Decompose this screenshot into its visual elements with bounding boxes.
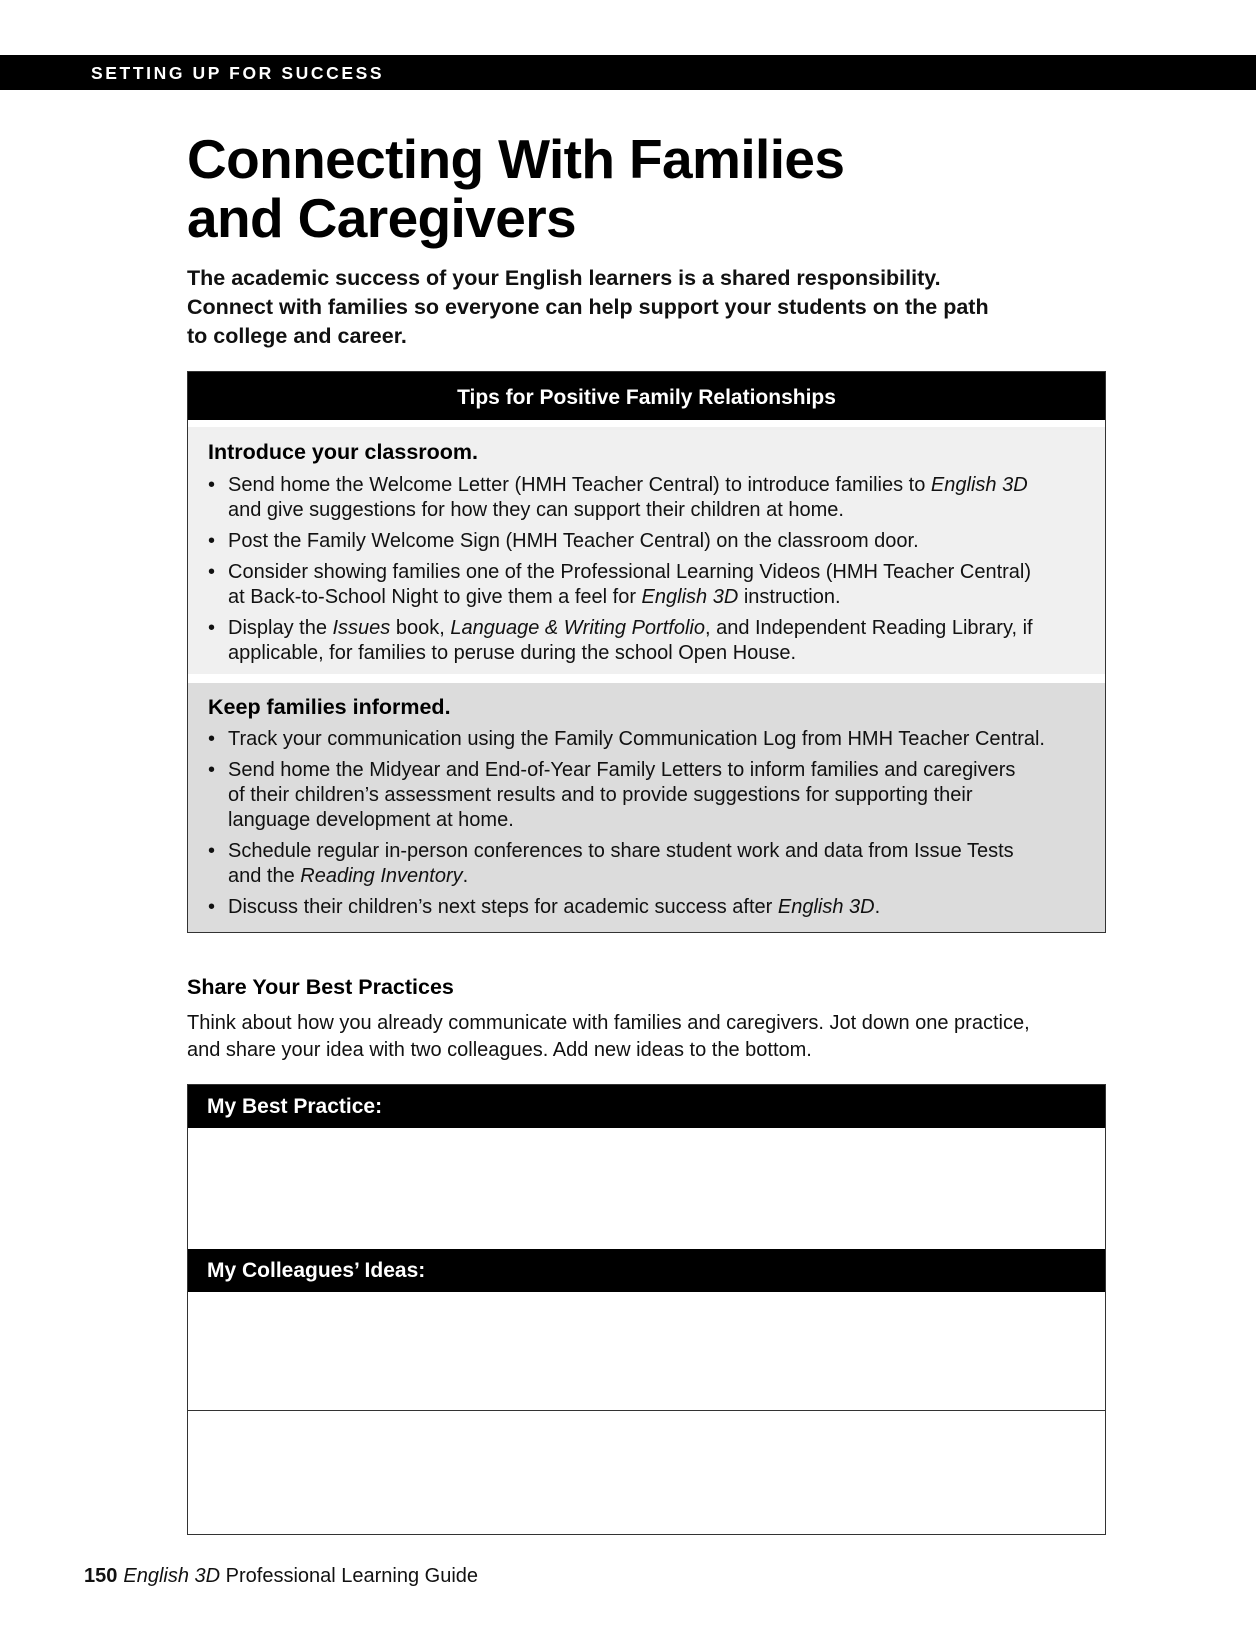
intro-line-1: The academic success of your English learners is a shared responsibility. xyxy=(187,266,941,290)
list-item: • Send home the Midyear and End-of-Year Family Letters to inform families and caregivers of their children’s assessment results and to provide suggestions for supporting their language development at home. xyxy=(208,758,1098,833)
share-line-1: Think about how you already communicate with families and caregivers. Jot down one practice, xyxy=(187,1012,1030,1034)
list-item: • Send home the Welcome Letter (HMH Teacher Central) to introduce families to English 3D and give suggestions for how they can support their children at home. xyxy=(208,473,1098,523)
section-header-bar xyxy=(0,55,1256,90)
best-practice-label: My Best Practice: xyxy=(188,1085,1105,1128)
practice-worksheet xyxy=(187,1084,1106,1535)
tips-box xyxy=(187,371,1106,933)
introduce-list xyxy=(208,473,1098,666)
share-paragraph xyxy=(187,1010,1087,1064)
tips-header: Tips for Positive Family Relationships xyxy=(188,372,1105,420)
share-heading: Share Your Best Practices xyxy=(187,975,454,999)
share-line-2: and share your idea with two colleagues. Add new ideas to the bottom. xyxy=(187,1039,812,1061)
colleague-idea-write-area-1[interactable] xyxy=(188,1292,1105,1410)
list-item: • Track your communication using the Family Communication Log from HMH Teacher Central. xyxy=(208,727,1098,752)
section-label: SETTING UP FOR SUCCESS xyxy=(91,63,385,83)
footer-subtitle: Professional Learning Guide xyxy=(220,1565,479,1587)
informed-heading: Keep families informed. xyxy=(208,695,451,719)
intro-paragraph xyxy=(187,264,1087,351)
page-footer xyxy=(84,1565,478,1588)
book-title: English 3D xyxy=(123,1565,221,1587)
colleagues-ideas-label: My Colleagues’ Ideas: xyxy=(188,1249,1105,1292)
list-item: • Schedule regular in-person conferences to share student work and data from Issue Tests and the Reading Inventory. xyxy=(208,839,1098,889)
colleague-idea-write-area-2[interactable] xyxy=(188,1411,1105,1533)
list-item: • Display the Issues book, Language & Writing Portfolio, and Independent Reading Library, if applicable, for families to peruse during the school Open House. xyxy=(208,616,1098,666)
intro-line-3: to college and career. xyxy=(187,324,407,348)
best-practice-write-area[interactable] xyxy=(188,1128,1105,1249)
list-item: • Consider showing families one of the Professional Learning Videos (HMH Teacher Central) at Back-to-School Night to give them a feel for English 3D instruction. xyxy=(208,560,1098,610)
informed-section xyxy=(188,683,1105,932)
introduce-heading: Introduce your classroom. xyxy=(208,440,479,464)
informed-list xyxy=(208,727,1098,920)
introduce-section xyxy=(188,427,1105,674)
intro-line-2: Connect with families so everyone can help support your students on the path xyxy=(187,295,989,319)
page-number: 150 xyxy=(84,1565,118,1587)
page-title-line-1: Connecting With Families xyxy=(187,128,845,190)
list-item: • Discuss their children’s next steps for academic success after English 3D. xyxy=(208,895,1098,920)
page-title-line-2: and Caregivers xyxy=(187,187,577,249)
list-item: • Post the Family Welcome Sign (HMH Teacher Central) on the classroom door. xyxy=(208,529,1098,554)
page-title xyxy=(187,130,1087,248)
